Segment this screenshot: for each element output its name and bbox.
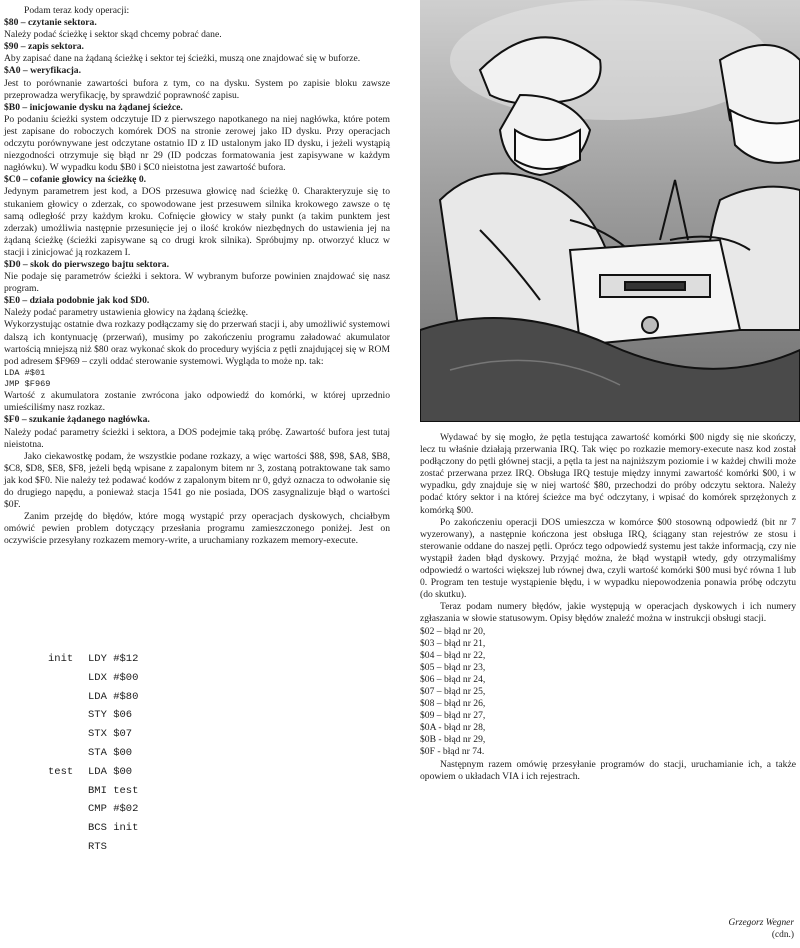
operation-heading: $80 – czytanie sektora. [4, 17, 97, 29]
operation-heading: $B0 – inicjowanie dysku na żądanej ścieżce. [4, 101, 183, 113]
code-row [48, 669, 138, 688]
author-credit [728, 918, 794, 941]
code-instruction: STA $00 [88, 746, 133, 759]
paragraph: Jako ciekawostkę podam, że wszystkie podane rozkazy, a więc wartości $88, $98, $A8, $B8, $C8, $D8, $E8, $F8, jeżeli będą wpisane z zapalonym bitem nr 3, zostaną potraktowane tak samo jak kod $F0. Nie należy też podawać kodów z zapalonym bitem nr 0, gdyż oznacza to odwołanie się do drugiego napędu, a ponieważ stacja 1541 go nie posiada, DOS zasygnalizuje błąd o wartości $0F. [4, 450, 390, 511]
code-label [48, 744, 88, 763]
error-code-item: $0B - błąd nr 29, [420, 734, 486, 746]
code-line: LDA #$01 [4, 367, 46, 378]
code-row [48, 819, 138, 838]
code-row [48, 688, 138, 707]
operation-heading: $C0 – cofanie głowicy na ścieżkę 0. [4, 174, 147, 186]
error-code-item: $0F - błąd nr 74. [420, 746, 485, 758]
paragraph: Należy podać ścieżkę i sektor skąd chcemy pobrać dane. [4, 29, 222, 41]
left-column [4, 5, 390, 547]
error-code-item: $07 – błąd nr 25, [420, 685, 486, 697]
code-label [48, 819, 88, 838]
paragraph: Zanim przejdę do błędów, które mogą wystąpić przy operacjach dyskowych, chciałbym omówić pewien problem dotyczący przesłania programu zamieszczonego poniżej. Jest on oczywiście przesyłany rozkazem memory-write, a uruchamiany rozkazem memory-execute. [4, 511, 390, 547]
code-label [48, 706, 88, 725]
code-line: JMP $F969 [4, 379, 51, 390]
code-label [48, 688, 88, 707]
code-label [48, 838, 88, 857]
paragraph: Należy podać parametry ustawienia głowicy na żądaną ścieżkę. [4, 307, 248, 319]
code-instruction: LDA $00 [88, 765, 133, 778]
code-row [48, 782, 138, 801]
paragraph: Wykorzystując ostatnie dwa rozkazy podłączamy się do przerwań stacji i, aby umożliwić systemowi dalszą ich kontynuację (przerwań), musimy po zakończeniu programu załadować akumulator wartością mniejszą niż $80 oraz wykonać skok do procedury wyjścia z pętli znajdującej się w ROM pod adresem $F969 – czyli oddać sterowanie systemowi. Wygląda to może np. tak: [4, 319, 390, 367]
code-row [48, 650, 138, 669]
code-label: test [48, 765, 74, 778]
error-code-item: $03 – błąd nr 21, [420, 637, 486, 649]
illustration-surgeons-disk-drive [420, 0, 800, 422]
code-instruction: LDY #$12 [88, 653, 139, 665]
code-label [48, 725, 88, 744]
code-row [48, 744, 138, 763]
code-instruction: STX $07 [88, 728, 133, 741]
operation-heading: $E0 – działa podobnie jak kod $D0. [4, 295, 150, 307]
error-code-item: $05 – błąd nr 23, [420, 661, 486, 673]
paragraph: Następnym razem omówię przesyłanie programów do stacji, uruchamianie ich, a także opowiem o układach VIA i ich rejestrach. [420, 758, 796, 782]
code-row [48, 706, 138, 725]
error-code-item: $02 – błąd nr 20, [420, 625, 486, 637]
paragraph: Po zakończeniu operacji DOS umieszcza w komórce $00 stosowną odpowiedź (bit nr 7 wyzerowany), a następnie kończona jest obsługa IRQ, ściągany stan rejestrów ze stosu i sterowanie oddane do naszej pętli. Oprócz tego odpowiedź systemu jest także informacją, czy nie wystąpił żaden błąd dyskowy. Przyjąć można, że błąd wystąpił wtedy, gdy otrzymaliśmy odpowiedź o wartości większej lub równej dwa, czyli wartość komórki $00 musi być równa 1 lub 0. Program ten testuje wystąpienie błędu, i w wypadku niepowodzenia ponawia próbę odczytu (do skutku). [420, 516, 796, 601]
code-instruction: RTS [88, 840, 107, 853]
code-instruction: LDA #$80 [88, 690, 139, 703]
paragraph: Teraz podam numery błędów, jakie występują w operacjach dyskowych i ich numery zgłaszania w słowie statusowym. Opisy błędów znaleźć można w instrukcji obsługi stacji. [420, 601, 796, 625]
code-label [48, 782, 88, 801]
code-row [48, 800, 138, 819]
code-label [48, 800, 88, 819]
operation-heading: $90 – zapis sektora. [4, 41, 84, 53]
error-code-item: $08 – błąd nr 26, [420, 698, 486, 710]
code-instruction: BCS init [88, 822, 139, 835]
paragraph: Wartość z akumulatora zostanie zwrócona jako odpowiedź do komórki, w której uprzednio umieściliśmy nasz rozkaz. [4, 390, 390, 414]
paragraph: Aby zapisać dane na żądaną ścieżkę i sektor tej ścieżki, muszą one znajdować się w buforze. [4, 53, 361, 65]
code-row [48, 725, 138, 744]
author-name: Grzegorz Wegner [728, 918, 794, 928]
paragraph: Należy podać parametry ścieżki i sektora, a DOS podejmie taką próbę. Zawartość bufora jest tutaj nieistotna. [4, 426, 390, 450]
code-row [48, 838, 138, 857]
paragraph: Jedynym parametrem jest kod, a DOS przesuwa głowicę nad ścieżkę 0. Charakteryzuje się to stukaniem głowicy o zderzak, co spowodowane jest przesuwem silnika krokowego zawsze o tę samą odległość przy każdym kroku. Cofnięcie głowicy w stały punkt (a takim punktem jest zderzak) umożliwia następnie przesunięcie jej o ilość kroków niezbędnych do ustawienia jej na żądaną ścieżkę (ścieżki zapisywane są co drugi krok silnika). Spróbujmy np. otworzyć klucz w stacji i zinicjować ją rozkazem I. [4, 186, 390, 258]
code-label [48, 669, 88, 688]
code-instruction: BMI test [88, 784, 139, 797]
error-code-item: $04 – błąd nr 22, [420, 649, 486, 661]
paragraph: Podam teraz kody operacji: [24, 5, 130, 16]
paragraph: Wydawać by się mogło, że pętla testująca zawartość komórki $00 nigdy się nie skończy, lecz tu właśnie działają przerwania IRQ. Tak więc po rozkazie memory-execute nasz kod został podłączony do pętli głównej stacji, a pętla ta jest na najniższym poziomie i w każdej chwili może zostać przerwana przez IRQ. Obsługa IRQ testuje między innymi zawartość komórki $00, i w wypadku, gdy znajduje się w niej wartość $80, przechodzi do próby odczytu sektora. Należy podać który sektor i na której ścieżce ma być odczytany, i wpisać do komórek sprzężonych z komórką $00. [420, 432, 796, 516]
code-instruction: STY $06 [88, 709, 133, 722]
code-instruction: LDX #$00 [88, 671, 139, 684]
paragraph: Po podaniu ścieżki system odczytuje ID z pierwszego napotkanego na niej nagłówka, które potem jest zapisane do roboczych komórek DOS na stronie zerowej jako ID dysku. Przy operacjach odczytu porównywane jest odczytane ostatnio ID z ID ustalonym jako ID dysku, i jeżeli wystąpią niezgodności otrzymuje się błąd nr 29 (ID podczas formatowania jest zapisywane w każdym nagłówku). W wypadku kodu $B0 i $C0 nieistotna jest zawartość bufora. [4, 113, 390, 174]
operation-heading: $A0 – weryfikacja. [4, 65, 81, 77]
code-row [48, 763, 138, 782]
right-column [420, 432, 796, 783]
error-code-item: $0A - błąd nr 28, [420, 722, 486, 734]
paragraph: Jest to porównanie zawartości bufora z tym, co na dysku. System po zapisie bloku zawsze przeprowadza weryfikację, by sprawdzić poprawność zapisu. [4, 77, 390, 101]
code-instruction: CMP #$02 [88, 803, 139, 816]
code-label: init [48, 653, 74, 665]
operation-heading: $F0 – szukanie żądanego nagłówka. [4, 414, 150, 426]
error-code-item: $09 – błąd nr 27, [420, 710, 486, 722]
operation-heading: $D0 – skok do pierwszego bajtu sektora. [4, 258, 169, 270]
error-code-item: $06 – błąd nr 24, [420, 673, 486, 685]
assembly-listing [48, 650, 138, 857]
continued-note: (cdn.) [771, 929, 794, 940]
paragraph: Nie podaje się parametrów ścieżki i sektora. W wybranym buforze powinien znajdować się nasz program. [4, 271, 390, 295]
